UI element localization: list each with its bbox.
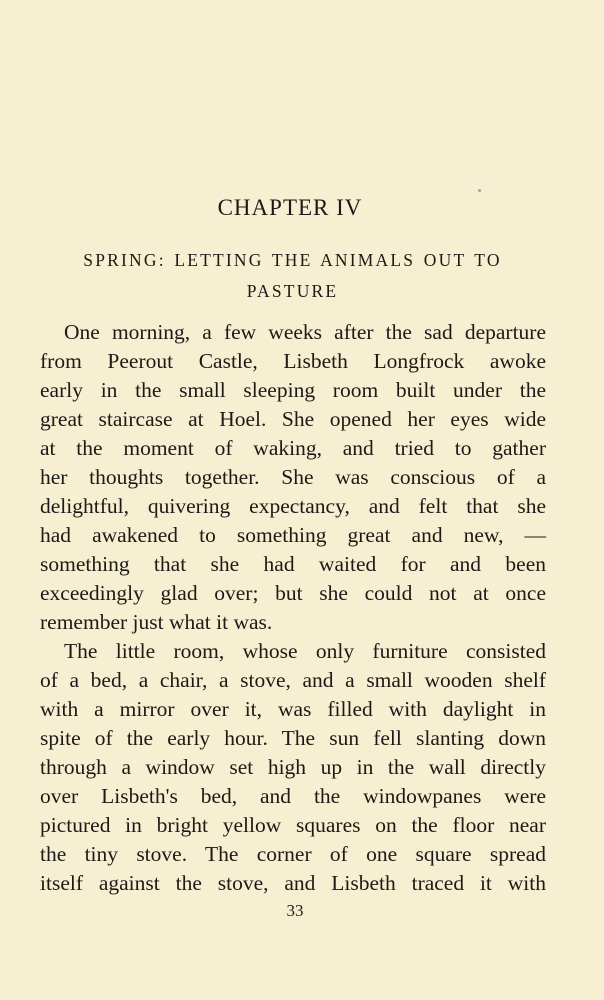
body-text [40, 318, 546, 898]
text-line: over Lisbeth's bed, and the windowpanes were [40, 784, 546, 808]
text-line: great staircase at Hoel. She opened her eyes wide [40, 407, 546, 431]
text-line: of a bed, a chair, a stove, and a small wooden shelf [40, 668, 546, 692]
text-line: something that she had waited for and been [40, 552, 546, 576]
text-line: her thoughts together. She was conscious of a [40, 465, 546, 489]
paragraph-1 [40, 318, 546, 637]
page-number: 33 [286, 901, 304, 920]
text-line: with a mirror over it, was filled with daylight in [40, 697, 546, 721]
text-line: spite of the early hour. The sun fell slanting down [40, 726, 546, 750]
text-line: through a window set high up in the wall directly [40, 755, 546, 779]
paragraph-2 [40, 637, 546, 898]
text-line: at the moment of waking, and tried to gather [40, 436, 546, 460]
text-line: early in the small sleeping room built under the [40, 378, 546, 402]
text-line: had awakened to something great and new, — [40, 523, 546, 547]
chapter-subtitle: SPRING: LETTING THE ANIMALS OUT TO PASTURE [83, 250, 502, 301]
text-line: remember just what it was. [40, 610, 273, 634]
text-line: One morning, a few weeks after the sad departure [64, 320, 546, 344]
chapter-heading: CHAPTER IV [217, 195, 363, 220]
text-line: the tiny stove. The corner of one square spread [40, 842, 546, 866]
text-line: itself against the stove, and Lisbeth traced it with [40, 871, 546, 895]
text-line: pictured in bright yellow squares on the floor near [40, 813, 546, 837]
text-line: The little room, whose only furniture consisted [64, 639, 546, 663]
text-line: delightful, quivering expectancy, and felt that she [40, 494, 546, 518]
text-line: from Peerout Castle, Lisbeth Longfrock awoke [40, 349, 546, 373]
text-line: exceedingly glad over; but she could not at once [40, 581, 546, 605]
paper-speck [478, 189, 481, 192]
